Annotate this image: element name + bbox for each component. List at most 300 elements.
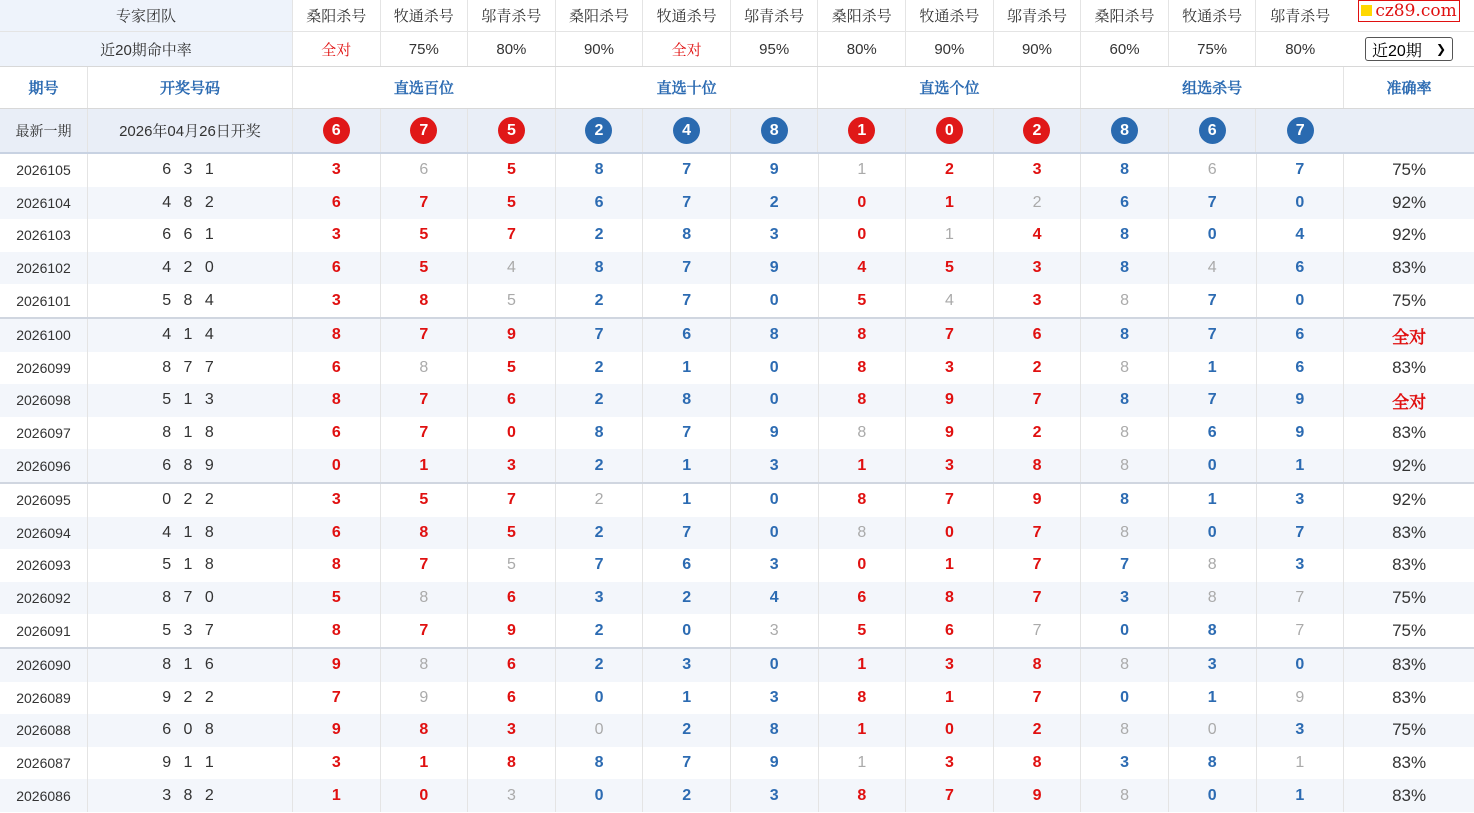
pick-cell [468,384,556,417]
pick-cell [556,484,644,517]
kill-number: 3 [1032,259,1042,277]
kill-number: 8 [1120,656,1130,674]
kill-number: 7 [1207,326,1217,344]
pick-cell [1081,649,1169,682]
pick-cell [1257,252,1345,285]
pick-cell [819,614,907,647]
pick-cell [731,779,819,812]
pick-cell [381,614,469,647]
kill-number: 1 [682,358,692,376]
pick-cell [906,352,994,385]
kill-number: 7 [419,556,429,574]
pick-cell [556,714,644,747]
kill-number: 8 [1032,456,1042,474]
kill-number: 2 [682,786,692,804]
kill-number: 8 [857,358,867,376]
kill-number: 8 [331,391,341,409]
draw-number: 4 1 8 [88,517,293,550]
kill-number: 6 [331,424,341,442]
pick-cell [731,649,819,682]
pick-cell [1169,682,1257,715]
kill-number: 7 [419,621,429,639]
latest-ball-cell [1081,109,1169,152]
pick-cell [906,517,994,550]
period-select-cell [1344,32,1474,66]
latest-ball-cell [1169,109,1257,152]
pick-cell [994,614,1082,647]
draw-number: 9 2 2 [88,682,293,715]
kill-number: 3 [1120,754,1130,772]
pick-cell [1169,649,1257,682]
kill-number: 3 [1295,721,1305,739]
pick-cell [1081,517,1169,550]
kill-number: 8 [1120,161,1130,179]
kill-number: 1 [419,754,429,772]
kill-number: 0 [1295,193,1305,211]
kill-number: 7 [1207,391,1217,409]
pick-cell [1257,319,1345,352]
period-select[interactable] [1365,37,1453,61]
draw-number: 0 2 2 [88,484,293,517]
period-number: 2026100 [0,319,88,352]
pick-cell [1081,582,1169,615]
pick-cell [468,187,556,220]
kill-number: 2 [682,589,692,607]
pick-cell [1169,714,1257,747]
kill-number: 9 [331,656,341,674]
kill-number: 9 [769,754,779,772]
kill-number: 8 [1120,226,1130,244]
pick-cell [1169,219,1257,252]
kill-number: 7 [1032,391,1042,409]
pick-cell [468,682,556,715]
kill-number: 9 [507,621,516,639]
draw-number: 9 1 1 [88,747,293,780]
kill-number: 3 [331,226,341,244]
pick-cell [293,779,381,812]
table-row [0,647,1474,682]
kill-ball: 8 [1111,117,1138,144]
pick-cell [293,284,381,317]
kill-number: 8 [857,391,867,409]
latest-ball-cell [906,109,994,152]
table-row [0,614,1474,647]
kill-number: 5 [507,193,516,211]
kill-ball: 5 [498,117,525,144]
table-row [0,714,1474,747]
kill-number: 4 [507,259,516,277]
kill-ball: 7 [410,117,437,144]
kill-number: 5 [419,491,429,509]
draw-number: 8 1 8 [88,417,293,450]
row-accuracy: 92% [1392,490,1427,510]
pick-cell [994,449,1082,482]
pick-cell [293,582,381,615]
column-header-row [0,67,1474,109]
pick-cell [556,417,644,450]
kill-number: 6 [507,589,516,607]
draw-number: 4 8 2 [88,187,293,220]
kill-number: 9 [507,326,516,344]
pick-cell [731,252,819,285]
kill-number: 8 [331,621,341,639]
pick-cell [293,682,381,715]
expert-hit-rate: 90% [556,32,644,66]
pick-cell [1257,779,1345,812]
period-select-value: 近20期 [1372,42,1422,60]
table-row [0,549,1474,582]
pick-cell [994,219,1082,252]
kill-number: 6 [1295,326,1305,344]
pick-cell [1081,252,1169,285]
latest-ball-cell [381,109,469,152]
draw-number: 3 8 2 [88,779,293,812]
logo-square-icon [1361,5,1372,16]
kill-number: 7 [331,688,341,706]
kill-number: 7 [507,491,516,509]
row-accuracy: 75% [1392,720,1427,740]
kill-number: 9 [769,259,779,277]
kill-number: 7 [507,226,516,244]
kill-number: 7 [1295,621,1305,639]
kill-number: 5 [507,358,516,376]
kill-number: 7 [682,161,692,179]
row-accuracy: 全对 [1392,392,1427,412]
kill-number: 0 [944,721,954,739]
table-row [0,747,1474,780]
expert-header-row [0,0,1474,32]
team-label: 专家团队 [0,0,293,31]
pick-cell [1081,484,1169,517]
kill-number: 2 [594,491,604,509]
kill-number: 3 [1207,656,1217,674]
pick-cell [731,384,819,417]
pick-cell [731,484,819,517]
kill-number: 8 [857,688,867,706]
kill-number: 1 [331,786,341,804]
kill-ball: 2 [585,117,612,144]
pick-cell [468,319,556,352]
draw-number: 6 6 1 [88,219,293,252]
row-accuracy: 92% [1392,192,1427,212]
pick-cell [381,352,469,385]
expert-name: 牧通杀号 [381,0,469,31]
latest-ball-cell [731,109,819,152]
kill-number: 0 [594,786,604,804]
kill-number: 8 [1120,326,1130,344]
period-number: 2026093 [0,549,88,582]
pick-cell [556,384,644,417]
pick-cell [468,219,556,252]
pick-cell [293,517,381,550]
row-accuracy: 83% [1392,555,1427,575]
kill-number: 1 [1295,786,1305,804]
pick-cell [731,747,819,780]
pick-cell [994,384,1082,417]
kill-number: 0 [1207,226,1217,244]
pick-cell [643,747,731,780]
expert-hit-rate: 全对 [643,32,731,66]
kill-number: 1 [682,491,692,509]
pick-cell [381,219,469,252]
pick-cell [1081,714,1169,747]
pick-cell [1081,747,1169,780]
pick-cell [643,449,731,482]
pick-cell [994,417,1082,450]
pick-cell [906,449,994,482]
pick-cell [381,649,469,682]
kill-number: 8 [1207,589,1217,607]
pick-cell [906,384,994,417]
kill-number: 1 [1207,491,1217,509]
expert-name: 邬青杀号 [731,0,819,31]
period-number: 2026098 [0,384,88,417]
chevron-down-icon: ❯ [1435,42,1447,56]
kill-number: 8 [1032,754,1042,772]
pick-cell [906,154,994,187]
pick-cell [381,484,469,517]
pick-cell [1081,417,1169,450]
kill-number: 1 [682,688,692,706]
pick-cell [906,252,994,285]
pick-cell [906,284,994,317]
pick-cell [381,252,469,285]
kill-ball: 2 [1023,117,1050,144]
expert-hit-rate: 90% [994,32,1082,66]
latest-accuracy [1344,109,1474,152]
pick-cell [1169,384,1257,417]
kill-number: 9 [1032,786,1042,804]
expert-name: 桑阳杀号 [556,0,644,31]
pick-cell [381,747,469,780]
pick-cell [468,417,556,450]
pick-cell [1081,549,1169,582]
pick-cell [1081,682,1169,715]
pick-cell [1257,219,1345,252]
pick-cell [1081,384,1169,417]
kill-number: 7 [419,326,429,344]
period-number: 2026096 [0,449,88,482]
pick-cell [1169,154,1257,187]
period-number: 2026090 [0,649,88,682]
pick-cell [819,484,907,517]
pick-cell [731,714,819,747]
kill-number: 8 [682,226,692,244]
pick-cell [293,549,381,582]
period-number: 2026105 [0,154,88,187]
pick-cell [1169,779,1257,812]
kill-number: 3 [1032,291,1042,309]
expert-name: 牧通杀号 [1169,0,1257,31]
kill-number: 8 [1120,523,1130,541]
row-accuracy: 83% [1392,785,1427,805]
pick-cell [468,747,556,780]
pick-cell [381,682,469,715]
kill-number: 4 [857,259,867,277]
kill-number: 8 [944,589,954,607]
pick-cell [1169,517,1257,550]
latest-ball-cell [293,109,381,152]
kill-number: 7 [1032,688,1042,706]
kill-number: 0 [1207,523,1217,541]
kill-number: 6 [331,193,341,211]
kill-number: 6 [857,589,867,607]
kill-number: 2 [944,161,954,179]
pick-cell [1169,417,1257,450]
pick-cell [994,549,1082,582]
table-row [0,384,1474,417]
pick-cell [556,582,644,615]
pick-cell [906,549,994,582]
draw-number: 8 1 6 [88,649,293,682]
kill-number: 6 [1295,358,1305,376]
kill-ball: 0 [936,117,963,144]
pick-cell [819,517,907,550]
pick-cell [906,417,994,450]
pick-cell [293,614,381,647]
kill-number: 1 [944,226,954,244]
table-row [0,187,1474,220]
expert-hit-rate: 75% [1169,32,1257,66]
pick-cell [994,284,1082,317]
pick-cell [643,384,731,417]
kill-number: 5 [857,621,867,639]
table-row [0,517,1474,550]
period-number: 2026097 [0,417,88,450]
pick-cell [643,252,731,285]
latest-ball-cell [643,109,731,152]
period-number: 2026086 [0,779,88,812]
pick-cell [293,154,381,187]
expert-hit-rate: 95% [731,32,819,66]
pick-cell [556,252,644,285]
kill-number: 5 [507,556,516,574]
period-number: 2026094 [0,517,88,550]
kill-number: 2 [1032,424,1042,442]
kill-number: 1 [944,556,954,574]
site-logo[interactable] [1344,0,1474,31]
pick-cell [293,319,381,352]
kill-number: 8 [857,424,867,442]
kill-number: 6 [1207,424,1217,442]
expert-hit-rate: 80% [818,32,906,66]
kill-number: 8 [857,491,867,509]
hit-rate-label: 近20期命中率 [0,32,293,66]
pick-cell [819,682,907,715]
kill-number: 7 [1032,556,1042,574]
kill-number: 3 [944,456,954,474]
kill-number: 7 [1295,523,1305,541]
row-accuracy: 75% [1392,160,1427,180]
table-row [0,154,1474,187]
kill-number: 3 [944,754,954,772]
draw-column-header: 开奖号码 [88,67,293,108]
kill-number: 7 [682,193,692,211]
kill-number: 6 [682,326,692,344]
kill-number: 2 [1032,721,1042,739]
kill-number: 6 [1120,193,1130,211]
kill-number: 1 [1295,754,1305,772]
pick-cell [731,614,819,647]
pick-cell [643,417,731,450]
expert-name: 牧通杀号 [906,0,994,31]
draw-number: 5 8 4 [88,284,293,317]
kill-number: 8 [857,326,867,344]
pick-cell [731,219,819,252]
pick-cell [906,484,994,517]
pick-cell [381,319,469,352]
latest-ball-cell [468,109,556,152]
kill-ball: 8 [761,117,788,144]
kill-number: 3 [769,786,779,804]
pick-cell [1257,187,1345,220]
pick-cell [293,352,381,385]
kill-number: 5 [419,226,429,244]
kill-ball: 6 [323,117,350,144]
pick-cell [293,714,381,747]
pick-cell [643,352,731,385]
expert-name: 牧通杀号 [643,0,731,31]
kill-number: 0 [1295,291,1305,309]
kill-number: 0 [331,456,341,474]
kill-number: 8 [1120,424,1130,442]
kill-number: 7 [594,326,604,344]
kill-number: 8 [594,161,604,179]
pick-cell [994,252,1082,285]
pick-cell [468,649,556,682]
pick-cell [1081,614,1169,647]
kill-number: 9 [331,721,341,739]
period-number: 2026087 [0,747,88,780]
latest-ball-cell [818,109,906,152]
kill-number: 0 [1207,456,1217,474]
pick-cell [556,352,644,385]
kill-number: 7 [1295,589,1305,607]
kill-number: 8 [1120,721,1130,739]
table-row [0,779,1474,812]
draw-number: 6 8 9 [88,449,293,482]
pick-cell [906,614,994,647]
pick-cell [819,649,907,682]
kill-number: 3 [769,456,779,474]
period-number: 2026089 [0,682,88,715]
kill-number: 3 [1295,491,1305,509]
pick-cell [643,714,731,747]
pick-cell [906,747,994,780]
pick-cell [906,779,994,812]
kill-number: 0 [769,391,779,409]
kill-number: 9 [769,161,779,179]
pick-cell [1169,484,1257,517]
kill-number: 9 [1032,491,1042,509]
pick-cell [556,614,644,647]
period-number: 2026099 [0,352,88,385]
pick-cell [468,582,556,615]
pick-cell [556,449,644,482]
kill-number: 6 [331,358,341,376]
pick-cell [994,649,1082,682]
kill-number: 5 [857,291,867,309]
table-row [0,352,1474,385]
pick-cell [731,682,819,715]
kill-number: 8 [1120,456,1130,474]
latest-period-row [0,109,1474,154]
expert-name: 邬青杀号 [994,0,1082,31]
expert-hit-rate: 80% [468,32,556,66]
row-accuracy: 75% [1392,290,1427,310]
kill-number: 1 [857,656,867,674]
kill-number: 3 [1032,161,1042,179]
